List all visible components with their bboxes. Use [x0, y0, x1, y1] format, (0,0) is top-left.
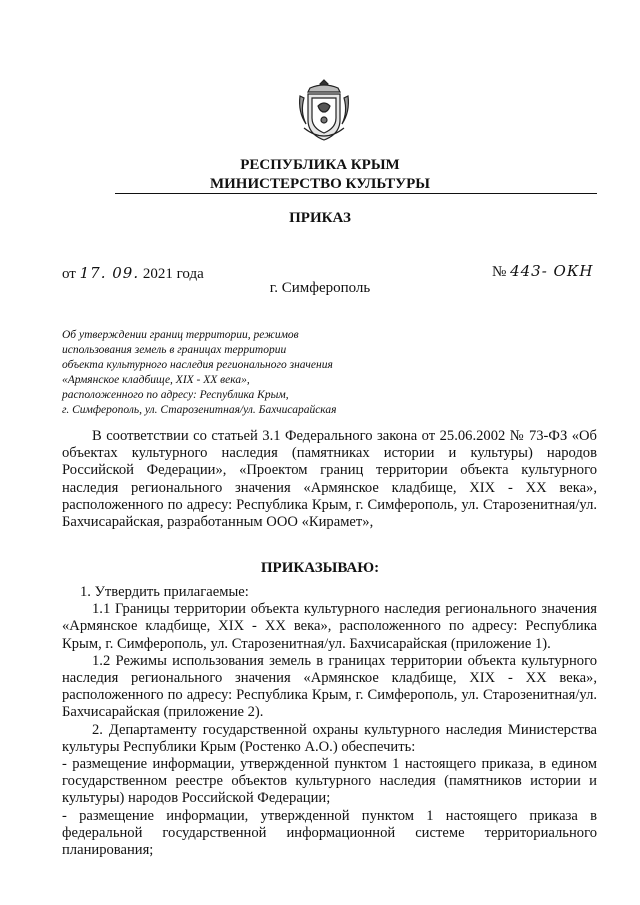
- date-year: 2021 года: [142, 266, 204, 282]
- order-subject: [62, 328, 337, 418]
- coat-of-arms-emblem: [296, 78, 352, 144]
- order-items: [62, 584, 597, 859]
- republic-heading: РЕСПУБЛИКА КРЫМ: [240, 157, 400, 173]
- order-number: [492, 262, 594, 281]
- bullet-item: - размещение информации, утвержденной пунктом 1 настоящего приказа в федеральной государственной информационной системе территориального планирования;: [62, 807, 597, 859]
- ministry-heading: МИНИСТЕРСТВО КУЛЬТУРЫ: [209, 176, 431, 192]
- bullet-item: - размещение информации, утвержденной пунктом 1 настоящего приказа, в едином государственном реестре объектов культурного наследия (памятников истории и культуры) народов Российской Федерации;: [62, 756, 597, 807]
- subject-line: г. Симферополь, ул. Старозенитная/ул. Бахчисарайская: [62, 404, 337, 416]
- number-sign: №: [492, 264, 507, 280]
- city: г. Симферополь: [269, 280, 371, 296]
- header-divider: [115, 193, 597, 194]
- date-prefix: от: [62, 266, 76, 282]
- preamble-block: [62, 428, 597, 531]
- item-1: 1. Утвердить прилагаемые:: [80, 584, 249, 600]
- item-1-1: 1.1 Границы территории объекта культурного наследия регионального значения «Армянское кладбище, XIX - XX века», расположенного по адресу: Республика Крым, г. Симферополь, ул. Старозенитная/ул. Бахчисарайская (приложение 1).: [62, 601, 597, 652]
- command-heading: ПРИКАЗЫВАЮ:: [260, 560, 380, 576]
- subject-line: использования земель в границах территории: [62, 344, 287, 356]
- subject-line: «Армянское кладбище, XIX - XX века»,: [62, 374, 250, 386]
- subject-line: Об утверждении границ территории, режимов: [62, 329, 299, 341]
- order-title: ПРИКАЗ: [289, 210, 351, 226]
- number-handwritten: 443- ОКН: [510, 262, 594, 280]
- date-handwritten: 17. 09.: [79, 264, 140, 282]
- subject-line: объекта культурного наследия регионального значения: [62, 359, 333, 371]
- preamble-paragraph: В соответствии со статьей 3.1 Федерального закона от 25.06.2002 № 73-ФЗ «Об объектах культурного наследия (памятниках истории и культуры) народов Российской Федерации», «Проектом границ территории объекта культурного наследия регионального значения «Армянское кладбище, XIX - XX века», расположенного по адресу: Республика Крым, г. Симферополь, ул. Старозенитная/ул. Бахчисарайская, разработанным ООО «Кирамет»,: [62, 428, 597, 531]
- item-1-2: 1.2 Режимы использования земель в границах территории объекта культурного наследия регионального значения «Армянское кладбище, XIX - XX века», расположенного по адресу: Республика Крым, г. Симферополь, ул. Старозенитная/ул. Бахчисарайская (приложение 2).: [62, 652, 597, 721]
- item-2: 2. Департаменту государственной охраны культурного наследия Министерства культуры Республики Крым (Ростенко А.О.) обеспечить:: [62, 721, 597, 755]
- subject-line: расположенного по адресу: Республика Крым,: [62, 389, 289, 401]
